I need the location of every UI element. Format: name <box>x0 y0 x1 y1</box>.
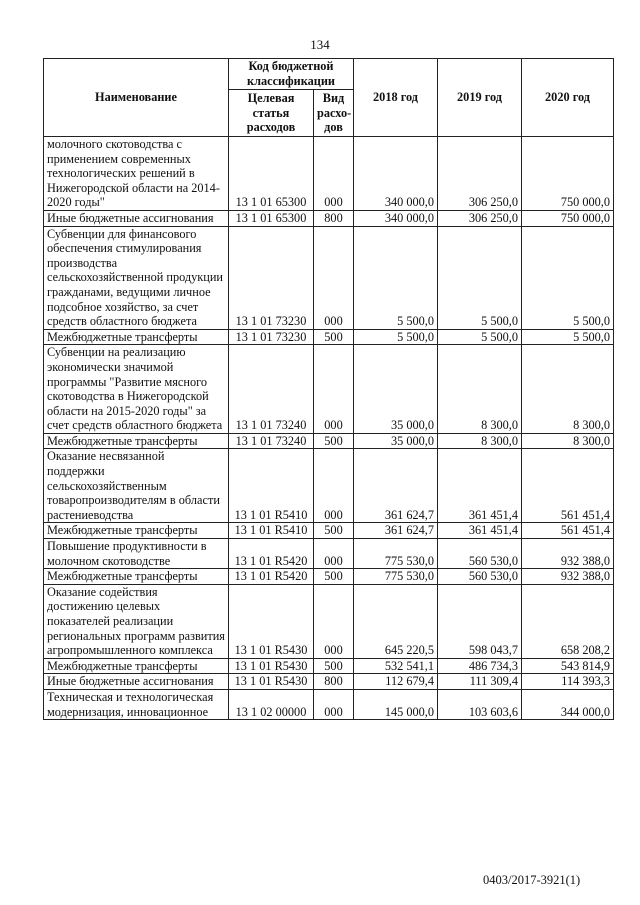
cell-2020: 114 393,3 <box>522 674 614 690</box>
cell-2018: 112 679,4 <box>354 674 438 690</box>
cell-target-article: 13 1 02 00000 <box>229 689 314 719</box>
cell-name: Межбюджетные трансферты <box>44 329 229 345</box>
cell-expense-type: 000 <box>314 345 354 434</box>
cell-2019: 598 043,7 <box>438 584 522 658</box>
cell-2020: 932 388,0 <box>522 539 614 569</box>
cell-2019: 486 734,3 <box>438 658 522 674</box>
cell-name: Межбюджетные трансферты <box>44 523 229 539</box>
header-2020: 2020 год <box>522 59 614 137</box>
header-target-article: Целевая статья расходов <box>229 90 314 137</box>
cell-target-article: 13 1 01 R5410 <box>229 449 314 523</box>
cell-2020: 5 500,0 <box>522 226 614 329</box>
cell-target-article: 13 1 01 73240 <box>229 345 314 434</box>
table-row <box>44 523 614 539</box>
cell-2018: 340 000,0 <box>354 210 438 226</box>
cell-expense-type: 000 <box>314 689 354 719</box>
table-row <box>44 674 614 690</box>
budget-table <box>43 58 614 720</box>
cell-target-article: 13 1 01 R5430 <box>229 674 314 690</box>
cell-2018: 532 541,1 <box>354 658 438 674</box>
cell-target-article: 13 1 01 R5410 <box>229 523 314 539</box>
cell-target-article: 13 1 01 R5430 <box>229 584 314 658</box>
table-row <box>44 433 614 449</box>
cell-target-article: 13 1 01 65300 <box>229 137 314 211</box>
cell-2020: 750 000,0 <box>522 210 614 226</box>
table-row <box>44 569 614 585</box>
cell-name: Субвенции на реализацию экономически значимой программы "Развитие мясного скотоводства в Нижегородской области на 2015-2020 годы" за счет средств областного бюджета <box>44 345 229 434</box>
cell-expense-type: 500 <box>314 569 354 585</box>
cell-2019: 111 309,4 <box>438 674 522 690</box>
cell-target-article: 13 1 01 R5430 <box>229 658 314 674</box>
header-2018: 2018 год <box>354 59 438 137</box>
cell-name: Межбюджетные трансферты <box>44 569 229 585</box>
cell-2018: 35 000,0 <box>354 345 438 434</box>
header-row-top <box>44 59 614 90</box>
cell-target-article: 13 1 01 73240 <box>229 433 314 449</box>
table-row <box>44 226 614 329</box>
cell-2018: 361 624,7 <box>354 449 438 523</box>
cell-2020: 561 451,4 <box>522 523 614 539</box>
cell-2020: 5 500,0 <box>522 329 614 345</box>
table-row <box>44 658 614 674</box>
cell-target-article: 13 1 01 73230 <box>229 226 314 329</box>
header-2019: 2019 год <box>438 59 522 137</box>
cell-2019: 5 500,0 <box>438 329 522 345</box>
header-code-group: Код бюджетной классификации <box>229 59 354 90</box>
cell-name: Иные бюджетные ассигнования <box>44 210 229 226</box>
cell-expense-type: 500 <box>314 433 354 449</box>
cell-2018: 5 500,0 <box>354 226 438 329</box>
cell-2018: 775 530,0 <box>354 569 438 585</box>
cell-2020: 658 208,2 <box>522 584 614 658</box>
cell-2020: 8 300,0 <box>522 433 614 449</box>
cell-2019: 560 530,0 <box>438 539 522 569</box>
page-number: 134 <box>310 37 330 52</box>
cell-name: Техническая и технологическая модернизация, инновационное <box>44 689 229 719</box>
table-row <box>44 689 614 719</box>
table-row <box>44 584 614 658</box>
cell-expense-type: 800 <box>314 210 354 226</box>
table-row <box>44 539 614 569</box>
cell-expense-type: 000 <box>314 539 354 569</box>
table-row <box>44 210 614 226</box>
cell-2020: 8 300,0 <box>522 345 614 434</box>
cell-2018: 340 000,0 <box>354 137 438 211</box>
cell-2019: 5 500,0 <box>438 226 522 329</box>
cell-2020: 561 451,4 <box>522 449 614 523</box>
cell-expense-type: 000 <box>314 584 354 658</box>
cell-2020: 932 388,0 <box>522 569 614 585</box>
cell-expense-type: 000 <box>314 449 354 523</box>
cell-2018: 775 530,0 <box>354 539 438 569</box>
cell-target-article: 13 1 01 R5420 <box>229 569 314 585</box>
cell-name: Субвенции для финансового обеспечения стимулирования производства сельскохозяйственной продукции гражданами, ведущими личное подсобное хозяйство, за счет средств областного бюджета <box>44 226 229 329</box>
cell-2019: 8 300,0 <box>438 433 522 449</box>
header-expense-type: Вид расхо-дов <box>314 90 354 137</box>
cell-2020: 543 814,9 <box>522 658 614 674</box>
cell-2020: 344 000,0 <box>522 689 614 719</box>
cell-expense-type: 000 <box>314 226 354 329</box>
cell-target-article: 13 1 01 73230 <box>229 329 314 345</box>
cell-2019: 306 250,0 <box>438 137 522 211</box>
cell-expense-type: 500 <box>314 523 354 539</box>
cell-2019: 361 451,4 <box>438 449 522 523</box>
cell-2019: 8 300,0 <box>438 345 522 434</box>
cell-target-article: 13 1 01 R5420 <box>229 539 314 569</box>
cell-expense-type: 000 <box>314 137 354 211</box>
cell-2019: 103 603,6 <box>438 689 522 719</box>
cell-expense-type: 500 <box>314 658 354 674</box>
cell-name: молочного скотоводства с применением современных технологических решений в Нижегородской области на 2014-2020 годы" <box>44 137 229 211</box>
cell-name: Межбюджетные трансферты <box>44 433 229 449</box>
document-code: 0403/2017-3921(1) <box>483 873 581 887</box>
cell-2019: 306 250,0 <box>438 210 522 226</box>
cell-2018: 645 220,5 <box>354 584 438 658</box>
cell-name: Оказание содействия достижению целевых показателей реализации региональных программ развития агропромышленного комплекса <box>44 584 229 658</box>
cell-2018: 5 500,0 <box>354 329 438 345</box>
cell-2018: 35 000,0 <box>354 433 438 449</box>
cell-expense-type: 500 <box>314 329 354 345</box>
table-row <box>44 329 614 345</box>
table-row <box>44 345 614 434</box>
cell-2019: 361 451,4 <box>438 523 522 539</box>
cell-2018: 361 624,7 <box>354 523 438 539</box>
cell-2018: 145 000,0 <box>354 689 438 719</box>
cell-name: Оказание несвязанной поддержки сельскохозяйственным товаропроизводителям в области растениеводства <box>44 449 229 523</box>
cell-name: Повышение продуктивности в молочном скотоводстве <box>44 539 229 569</box>
cell-expense-type: 800 <box>314 674 354 690</box>
cell-target-article: 13 1 01 65300 <box>229 210 314 226</box>
header-name: Наименование <box>44 59 229 137</box>
table-row <box>44 137 614 211</box>
cell-2020: 750 000,0 <box>522 137 614 211</box>
cell-name: Межбюджетные трансферты <box>44 658 229 674</box>
table-row <box>44 449 614 523</box>
cell-name: Иные бюджетные ассигнования <box>44 674 229 690</box>
cell-2019: 560 530,0 <box>438 569 522 585</box>
